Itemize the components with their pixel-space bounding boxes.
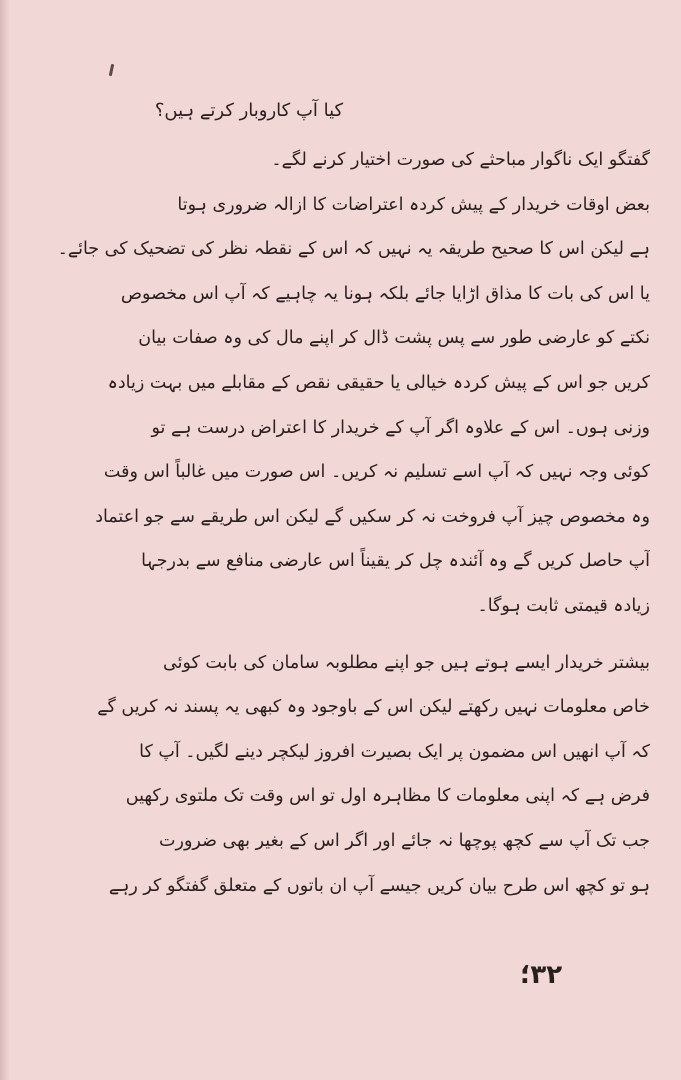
- text-line: کوئی وجہ نہیں کہ آپ اسے تسلیم نہ کریں۔ اس صورت میں غالباً اس وقت: [103, 462, 650, 483]
- text-line: بعض اوقات خریدار کے پیش کردہ اعتراضات کا ازالہ ضروری ہوتا: [177, 194, 650, 215]
- text-line: ہے لیکن اس کا صحیح طریقہ یہ نہیں کہ اس کے نقطہ نظر کی تضحیک کی جائے۔: [57, 239, 650, 260]
- ink-mark: [109, 64, 114, 76]
- text-line: گفتگو ایک ناگوار مباحثے کی صورت اختیار کرنے لگے۔: [271, 150, 650, 170]
- text-line: جب تک آپ سے کچھ پوچھا نہ جائے اور اگر اس کے بغیر بھی ضرورت: [159, 830, 650, 851]
- text-line: وہ مخصوص چیز آپ فروخت نہ کر سکیں گے لیکن اس طریقے سے جو اعتماد: [95, 506, 650, 527]
- paragraph-gap: [8, 629, 650, 641]
- text-line: زیادہ قیمتی ثابت ہوگا۔: [477, 595, 650, 616]
- text-line: فرض ہے کہ اپنی معلومات کا مظاہرہ اول تو اس وقت تک ملتوی رکھیں: [125, 786, 650, 807]
- page-number: ۳۲؛: [520, 960, 563, 990]
- page-body: [8, 98, 650, 908]
- text-line: خاص معلومات نہیں رکھتے لیکن اس کے باوجود وہ کبھی یہ پسند نہ کریں گے: [97, 697, 650, 718]
- page-heading: کیا آپ کاروبار کرتے ہیں؟: [154, 100, 344, 121]
- text-line: یا اس کی بات کا مذاق اڑایا جائے بلکہ ہونا یہ چاہیے کہ آپ اس مخصوص: [120, 283, 650, 304]
- text-line: ہو تو کچھ اس طرح بیان کریں جیسے آپ ان باتوں کے متعلق گفتگو کر رہے: [108, 875, 650, 896]
- text-line: نکتے کو عارضی طور سے پس پشت ڈال کر اپنے مال کی وہ صفات بیان: [138, 328, 650, 349]
- text-line: بیشتر خریدار ایسے ہوتے ہیں جو اپنے مطلوبہ سامان کی بابت کوئی: [163, 652, 650, 673]
- text-line: وزنی ہوں۔ اس کے علاوہ اگر آپ کے خریدار کا اعتراض درست ہے تو: [151, 417, 650, 438]
- text-line: کریں جو اس کے پیش کردہ خیالی یا حقیقی نقص کے مقابلے میں بہت زیادہ: [107, 372, 650, 393]
- text-line: کہ آپ انھیں اس مضمون پر ایک بصیرت افروز لیکچر دینے لگیں۔ آپ کا: [139, 741, 650, 762]
- text-line: آپ حاصل کریں گے وہ آئندہ چل کر یقیناً اس عارضی منافع سے بدرجہا: [141, 551, 650, 572]
